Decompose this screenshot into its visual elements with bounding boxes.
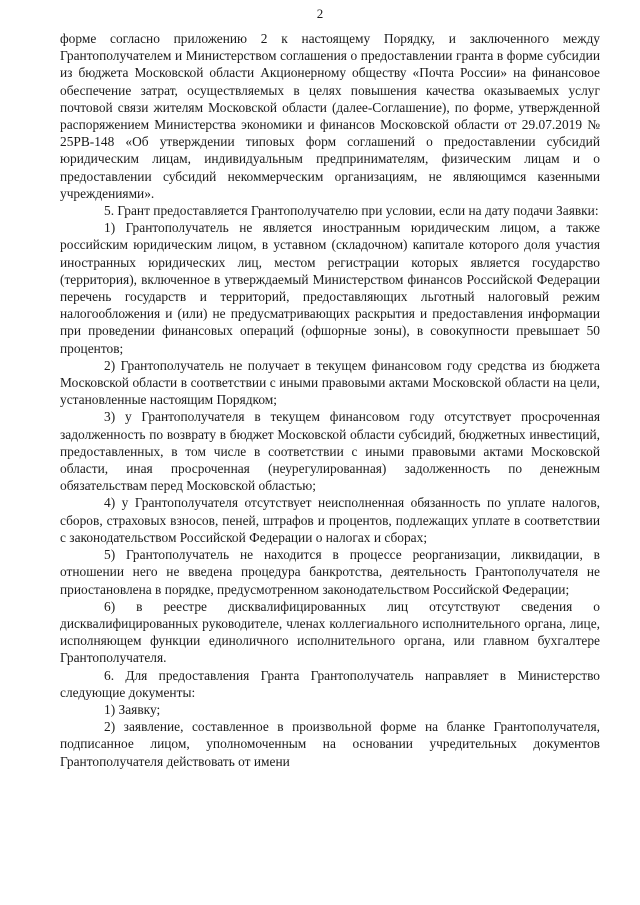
paragraph-clause-5-item-4: 4) у Грантополучателя отсутствует неисполненная обязанность по уплате налогов, сборов, страховых взносов, пеней, штрафов и процентов, подлежащих уплате в соответствии с законодательством Российской Федерации о налогах и сборах; xyxy=(60,495,600,545)
paragraph-clause-5-item-3: 3) у Грантополучателя в текущем финансовом году отсутствует просроченная задолженность по возврату в бюджет Московской области субсидий, бюджетных инвестиций, предоставленных, в том числе в соответствии с иными правовыми актами Московской области, иная просроченная (неурегулированная) задолженность по денежным обязательствам перед Московской областью; xyxy=(60,409,600,494)
paragraph-clause-5: 5. Грант предоставляется Грантополучателю при условии, если на дату подачи Заявки: xyxy=(104,203,599,219)
document-body xyxy=(60,30,600,770)
paragraph-agreement-continuation: форме согласно приложению 2 к настоящему Порядку, и заключенного между Грантополучателем и Министерством соглашения о предоставлении гранта в форме субсидии из бюджета Московской области Акционерному обществу «Почта России» на финансовое обеспечение затрат, осуществляемых в целях повышения качества оказываемых услуг почтовой связи жителям Московской области (далее-Соглашение), по форме, утвержденной распоряжением Министерства экономики и финансов Московской области от 29.07.2019 № 25РВ-148 «Об утверждении типовых форм соглашений о предоставлении субсидий юридическим лицам, индивидуальным предпринимателям, физическим лицам и о предоставлении субсидий некоммерческим организациям, не являющимся казенными учреждениями». xyxy=(60,31,600,201)
paragraph-clause-5-item-6: 6) в реестре дисквалифицированных лиц отсутствуют сведения о дисквалифицированных руководителе, членах коллегиального исполнительного органа, лице, исполняющем функции единоличного исполнительного органа, или главном бухгалтере Грантополучателя. xyxy=(60,598,600,666)
paragraph-clause-5-item-1: 1) Грантополучатель не является иностранным юридическим лицом, а также российским юридическим лицом, в уставном (складочном) капитале которого доля участия иностранных юридических лиц, местом регистрации которых является государство (территория), включенное в утверждаемый Министерством финансов Российской Федерации перечень государств и территорий, предоставляющих льготный налоговый режим налогообложения и (или) не предусматривающих раскрытия и предоставления информации при проведении финансовых операций (офшорные зоны), в совокупности превышает 50 процентов; xyxy=(60,220,600,356)
paragraph-clause-5-item-2: 2) Грантополучатель не получает в текущем финансовом году средства из бюджета Московской области в соответствии с иными правовыми актами Московской области на цели, установленные настоящим Порядком; xyxy=(60,357,600,408)
paragraph-clause-6-item-2: 2) заявление, составленное в произвольной форме на бланке Грантополучателя, подписанное лицом, уполномоченным на основании учредительных документов Грантополучателя действовать от имени xyxy=(60,719,600,769)
page-number: 2 xyxy=(316,6,324,21)
paragraph-clause-5-item-5: 5) Грантополучатель не находится в процессе реорганизации, ликвидации, в отношении него не введена процедура банкротства, деятельность Грантополучателя не приостановлена в порядке, предусмотренном законодательством Российской Федерации; xyxy=(60,547,600,597)
paragraph-clause-6-item-1: 1) Заявку; xyxy=(104,701,161,717)
paragraph-clause-6: 6. Для предоставления Гранта Грантополучатель направляет в Министерство следующие документы: xyxy=(60,667,600,700)
